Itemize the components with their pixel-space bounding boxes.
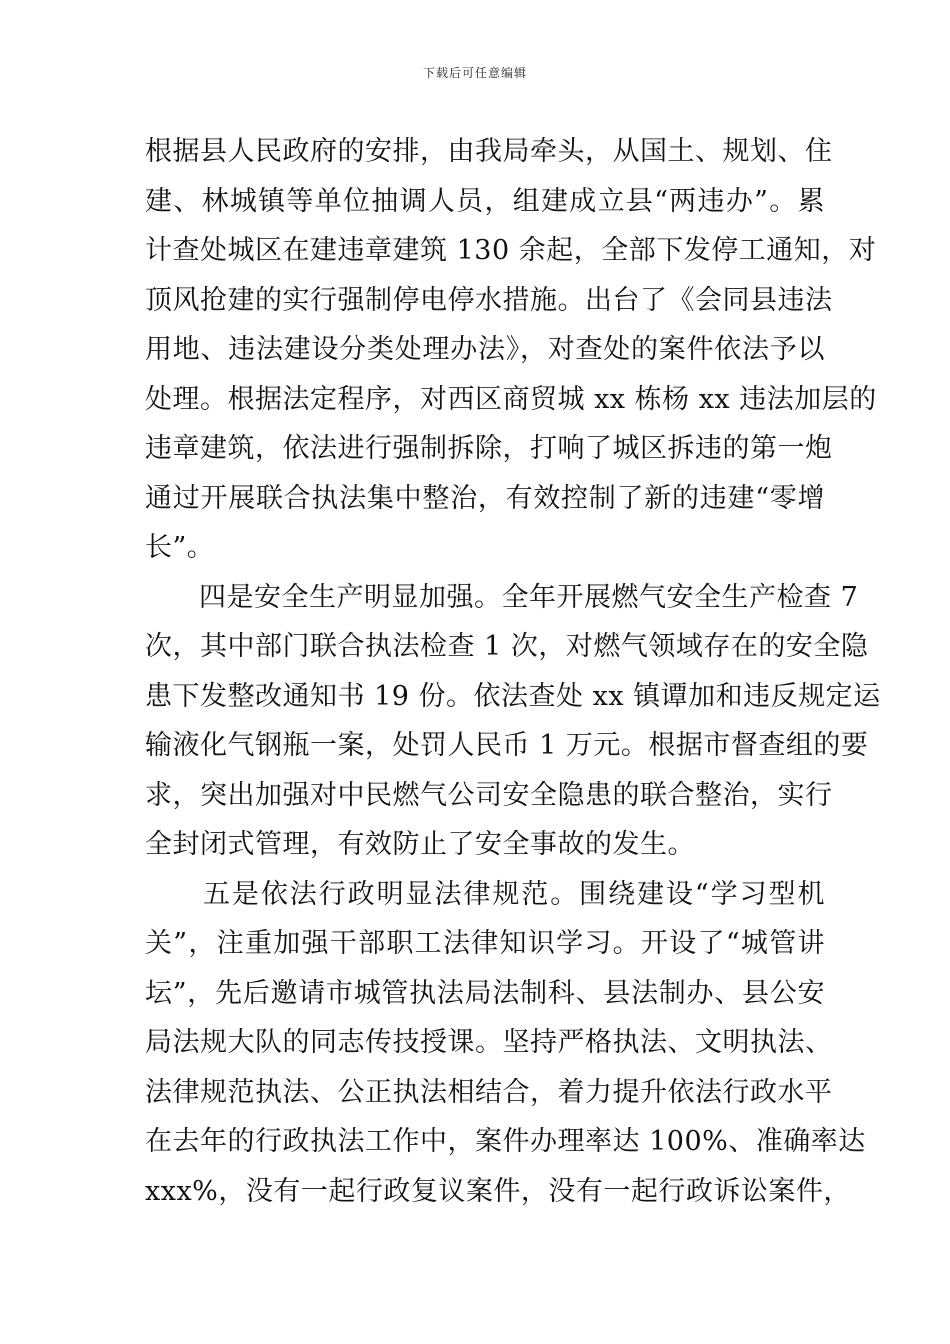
text-line: 用地、违法建设分类处理办法》，对查处的案件依法予以 [145, 334, 825, 365]
text-line: 长”。 [145, 532, 215, 563]
text-line: 求，突出加强对中民燃气公司安全隐患的联合整治，实行 [145, 779, 833, 811]
text-line: 关”，注重加强干部职工法律知识学习。开设了“城管讲 [145, 928, 825, 959]
text-line: 处理。根据法定程序，对西区商贸城 xx 栋杨 xx 违法加层的 [145, 383, 877, 415]
text-line: 坛”，先后邀请市城管执法局法制科、县法制办、县公安 [145, 977, 825, 1009]
paragraph-start-line: 五是依法行政明显法律规范。围绕建设“学习型机 [203, 878, 825, 910]
text-line: 根据县人民政府的安排，由我局牵头，从国土、规划、住 [145, 136, 833, 167]
text-line: 建、林城镇等单位抽调人员，组建成立县“两违办”。累 [145, 185, 825, 217]
text-line: 次，其中部门联合执法检查 1 次，对燃气领域存在的安全隐 [145, 631, 869, 662]
text-line: 法律规范执法、公正执法相结合，着力提升依法行政水平 [145, 1076, 833, 1108]
text-line: 在去年的行政执法工作中，案件办理率达 100%、准确率达 [145, 1126, 866, 1157]
text-line: 患下发整改通知书 19 份。依法查处 xx 镇谭加和违反规定运 [145, 680, 881, 712]
text-line: 违章建筑，依法进行强制拆除，打响了城区拆违的第一炮 [145, 433, 833, 464]
page-header: 下载后可任意编辑 [422, 66, 527, 80]
text-line: 全封闭式管理，有效防止了安全事故的发生。 [145, 829, 695, 860]
paragraph-start-line: 四是安全生产明显加强。全年开展燃气安全生产检查 7 [199, 581, 859, 613]
text-line: 计查处城区在建违章建筑 130 余起，全部下发停工通知，对 [145, 235, 877, 266]
text-line: 顶风抢建的实行强制停电停水措施。出台了《会同县违法 [145, 284, 833, 316]
text-line: 局法规大队的同志传技授课。坚持严格执法、文明执法、 [145, 1027, 833, 1058]
text-line: xxx%，没有一起行政复议案件，没有一起行政诉讼案件， [145, 1175, 851, 1207]
text-line: 输液化气钢瓶一案，处罚人民币 1 万元。根据市督查组的要 [145, 730, 869, 761]
text-line: 通过开展联合执法集中整治，有效控制了新的违建“零增 [145, 482, 825, 514]
document-body [145, 127, 881, 1216]
